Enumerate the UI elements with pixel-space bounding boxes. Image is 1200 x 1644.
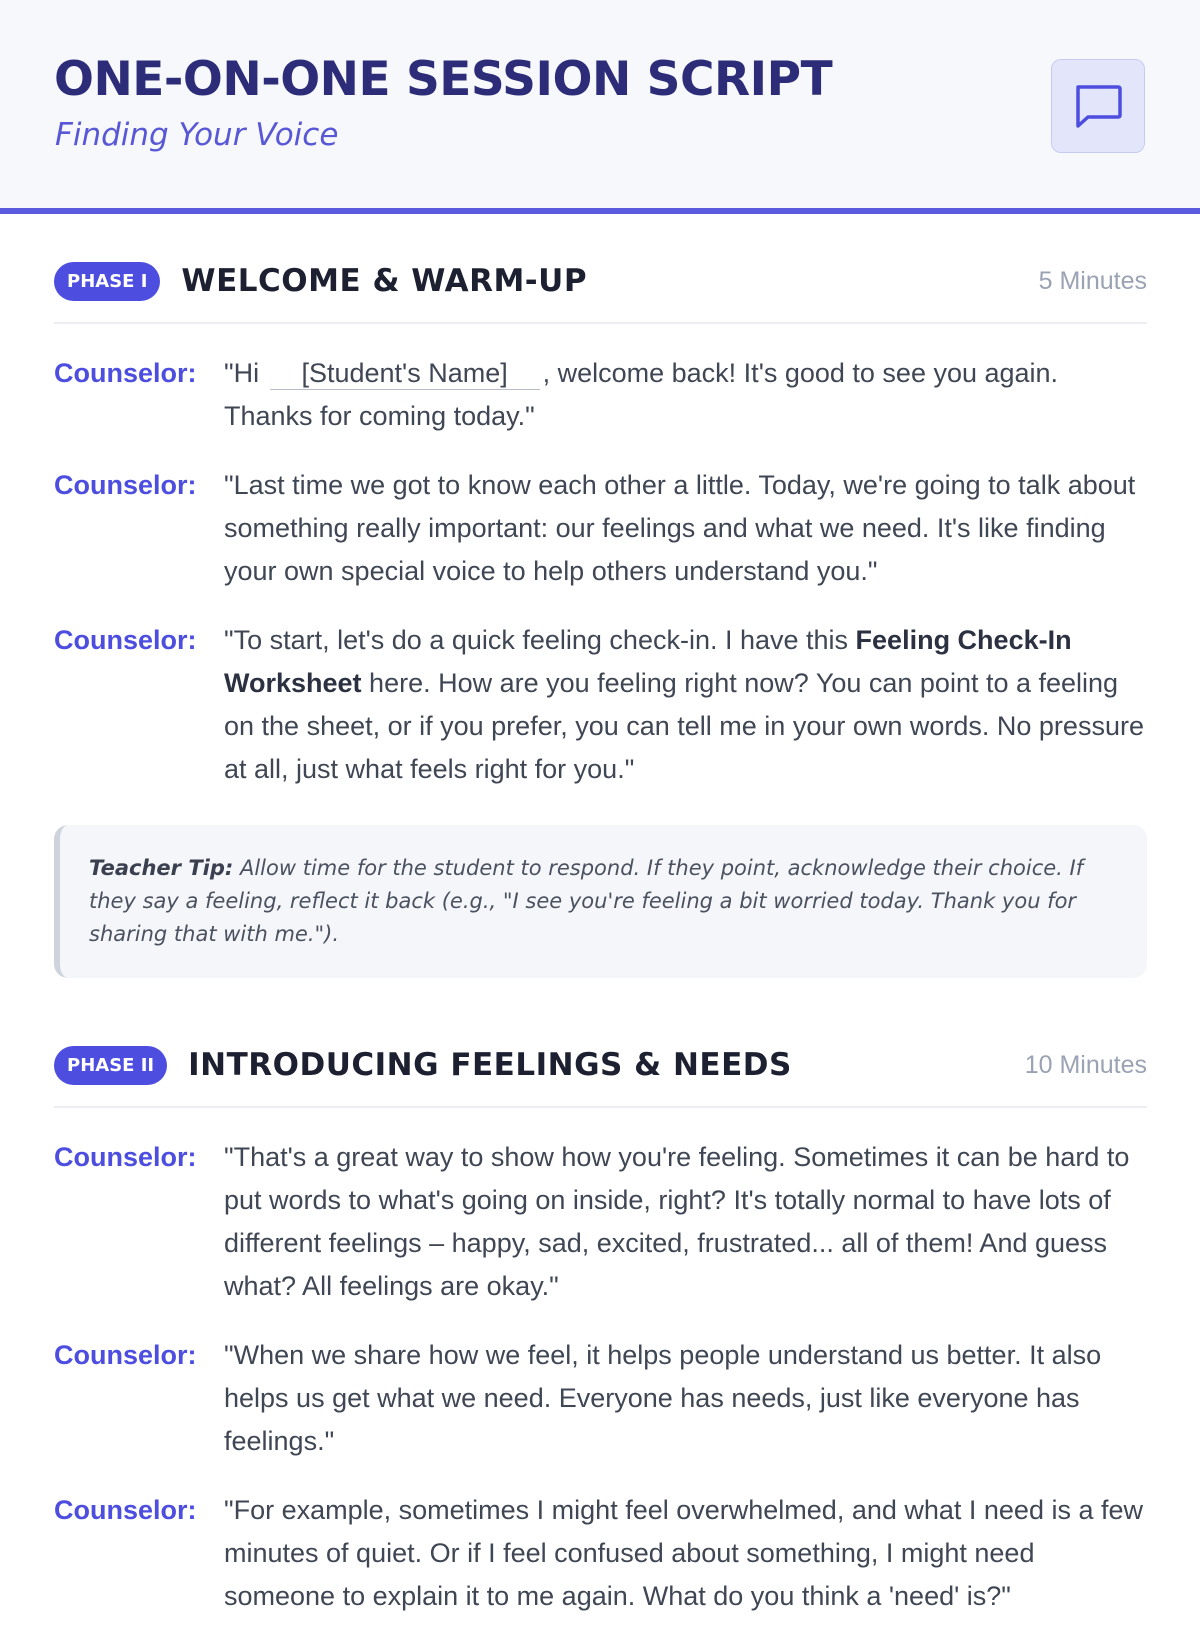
dialogue-line [54,352,1147,438]
phase-header [54,998,1147,1108]
teacher-tip [54,825,1147,978]
dialogue-line [54,1136,1147,1308]
page-title: ONE-ON-ONE SESSION SCRIPT [54,52,833,107]
speaker-label: Counselor: [54,1142,197,1172]
speech-text-post: here. How are you feeling right now? You can point to a feeling on the sheet, or if you prefer, you can tell me in your own words. No pressure at all, just what feels right for you." [224,668,1144,784]
page-header [0,0,1200,214]
dialogue-line [54,1489,1147,1618]
speech-text-pre: "To start, let's do a quick feeling check-in. I have this [224,625,856,655]
speech-bubble-icon-glyph [1072,82,1124,130]
phase-duration: 10 Minutes [1024,1050,1147,1079]
speech-text: "That's a great way to show how you're feeling. Sometimes it can be hard to put words to what's going on inside, right? It's totally normal to have lots of different feelings – happy, sad, excited, frustrated... all of them! And guess what? All feelings are okay." [224,1142,1130,1301]
student-name-blank[interactable]: [Student's Name] [270,357,540,390]
speaker-label: Counselor: [54,625,197,655]
speech-text [224,619,1147,791]
dialogue-line [54,464,1147,593]
speech-text: "Last time we got to know each other a little. Today, we're going to talk about something really important: our feelings and what we need. It's like finding your own special voice to help others understand you." [224,470,1136,586]
speech-text: "For example, sometimes I might feel overwhelmed, and what I need is a few minutes of quiet. Or if I feel confused about something, I might need someone to explain it to me again. What do you think a 'need' is?" [224,1495,1144,1611]
phase-duration: 5 Minutes [1038,266,1147,295]
phase-badge: PHASE II [54,1046,167,1085]
speech-text: "When we share how we feel, it helps people understand us better. It also helps us get what we need. Everyone has needs, just like everyone has feelings." [224,1340,1102,1456]
phase-section-2 [54,998,1147,1618]
phase-title: INTRODUCING FEELINGS & NEEDS [188,1047,792,1083]
speaker-label: Counselor: [54,470,197,500]
phase-section-1 [54,214,1147,978]
speaker-label: Counselor: [54,1495,197,1525]
speaker-label: Counselor: [54,1340,197,1370]
phase-header [54,214,1147,324]
teacher-tip-text: Allow time for the student to respond. If they point, acknowledge their choice. If they say a feeling, reflect it back (e.g., "I see you're feeling a bit worried today. Thank you for sharing that with me."). [89,856,1084,946]
dialogue-line [54,619,1147,791]
phase-badge: PHASE I [54,262,160,301]
script-content [54,214,1147,1644]
speech-text [224,352,1147,438]
phase-title: WELCOME & WARM-UP [181,263,588,299]
teacher-tip-label: Teacher Tip: [89,856,234,880]
speaker-label: Counselor: [54,358,197,388]
dialogue-line [54,1334,1147,1463]
speech-text-pre: "Hi [224,358,260,388]
speech-text-post: , welcome back! It's good to see you again. Thanks for coming today." [224,358,1059,431]
page-subtitle: Finding Your Voice [55,117,339,153]
speech-bubble-icon[interactable] [1051,59,1145,153]
worksheet-name: Feeling Check-In Worksheet [224,625,1072,698]
